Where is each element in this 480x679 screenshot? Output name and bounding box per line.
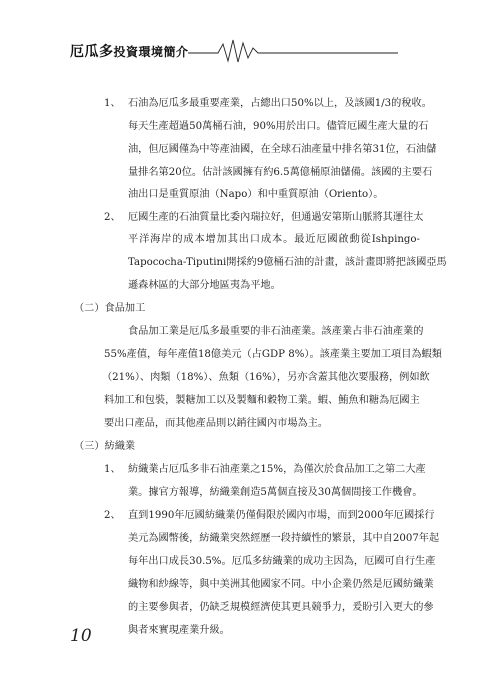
paragraph-line: 遜森林區的大部分地區夷為平地。 (128, 280, 281, 291)
paragraph-line: 食品加工業是厄瓜多最重要的非石油產業。該產業占非石油產業的 (128, 326, 424, 337)
paragraph-line: 直到1990年厄國紡織業仍僅侷限於國內市場，而到2000年厄國採行 (128, 510, 435, 521)
section-heading: （二）食品加工 (74, 303, 146, 314)
paragraph-line: 料加工和包裝，製糖加工以及製麵和穀物工業。蝦、鮪魚和糖為厄國主 (104, 395, 420, 406)
header-title-sub: 投資環境簡介 (113, 45, 189, 59)
item-number: 2、 (104, 510, 121, 521)
paragraph-line: 油出口是重質原油（Napo）和中重質原油（Oriento）。 (128, 189, 384, 200)
item-number: 1、 (104, 464, 121, 475)
paragraph-line: 量排名第20位。估計該國擁有約6.5萬億桶原油儲備。該國的主要石 (128, 167, 433, 178)
paragraph-line: 平洋海岸的成本增加其出口成本。最近厄國啟動從Ishpingo- (128, 234, 420, 245)
item-number: 2、 (104, 212, 121, 223)
section-heading: （三）紡織業 (74, 441, 136, 452)
paragraph-line: 每天生產超過50萬桶石油，90%用於出口。儘管厄國生產大量的石 (128, 121, 429, 132)
paragraph-line: 紡織業占厄瓜多非石油產業之15%，為僅次於食品加工之第二大產 (128, 464, 426, 475)
paragraph-line: 要出口產品，而其他產品則以銷往國內市場為主。 (104, 418, 329, 429)
paragraph-line: 每年出口成長30.5%。厄瓜多紡織業的成功主因為，厄國可自行生產 (128, 556, 436, 567)
paragraph-line: 與者來實現產業升級。 (128, 625, 230, 636)
paragraph-line: （21%）、肉類（18%）、魚類（16%），另亦含蓋其他次要服務，例如飲 (102, 372, 430, 383)
paragraph-line: 的主要參與者，仍缺乏規模經濟使其更具競爭力，爰盼引入更大的參 (128, 602, 434, 613)
header-title-main: 厄瓜多 (70, 44, 114, 60)
paragraph-line: 業。據官方報導，紡織業創造5萬個直接及30萬個間接工作機會。 (128, 487, 423, 498)
paragraph-line: 55%產值，每年產值18億美元（占GDP 8%）。該產業主要加工項目為蝦類 (104, 349, 442, 360)
paragraph-line: 石油為厄瓜多最重要產業，占總出口50%以上，及該國1/3的稅收。 (128, 98, 432, 109)
paragraph-line: 織物和紗線等，與中美洲其他國家不同。中小企業仍然是厄國紡織業 (128, 579, 434, 590)
paragraph-line: Tapococha-Tiputini開採約9億桶石油的計畫，該計畫即將把該國亞馬 (128, 257, 447, 268)
item-number: 1、 (104, 98, 121, 109)
paragraph-line: 油，但厄國僅為中等產油國，在全球石油產量中排名第31位，石油儲 (128, 144, 437, 155)
paragraph-line: 美元為國幣後，紡織業突然經歷一段持續性的繁景，其中自2007年起 (128, 533, 440, 544)
paragraph-line: 厄國生產的石油質量比委內瑞拉好，但通過安第斯山脈將其運往太 (128, 212, 424, 223)
page-number: 10 (70, 626, 92, 646)
